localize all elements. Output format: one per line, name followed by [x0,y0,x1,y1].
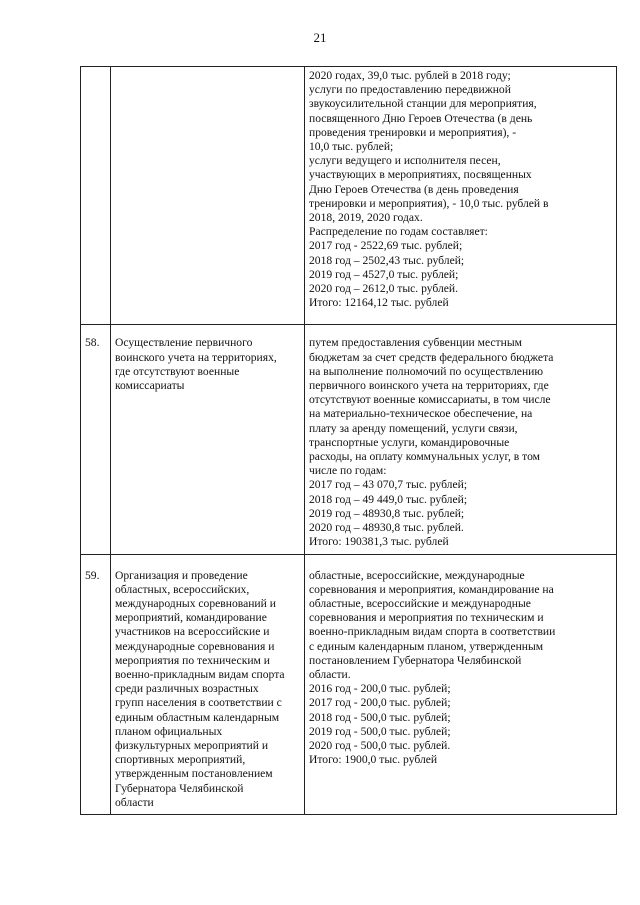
text-line: международных соревнований и [115,596,276,610]
text-line: 2017 год - 2522,69 тыс. рублей; [309,239,463,253]
text-line: постановлением Губернатора Челябинской [309,653,522,667]
row-description [309,69,612,310]
page-number: 21 [313,30,327,45]
row-name [115,336,300,393]
text-line: 2018 год - 500,0 тыс. рублей; [309,710,451,724]
text-line: с единым календарным планом, утвержденным [309,639,544,653]
row-number-cell [81,67,111,325]
text-line: Итого: 190381,3 тыс. рублей [309,535,449,549]
text-line: транспортные услуги, командировочные [309,435,510,449]
text-line: 2017 год – 43 070,7 тыс. рублей; [309,478,468,492]
table-row [81,67,617,325]
text-line: соревнования и мероприятия, командирование на [309,582,554,596]
row-name-cell [111,554,305,814]
row-name [115,569,300,810]
row-description [309,569,612,768]
row-description-cell [305,67,617,325]
text-line: Итого: 12164,12 тыс. рублей [309,296,449,310]
row-number-cell [81,325,111,554]
text-line: военно-прикладным видам спорта в соответствии [309,625,556,639]
text-line: планом официальных [115,724,223,738]
text-line: 2020 год – 48930,8 тыс. рублей. [309,521,464,535]
text-line: международные соревнования и [115,639,275,653]
text-line: 2017 год - 200,0 тыс. рублей; [309,696,451,710]
text-line: 2019 год – 4527,0 тыс. рублей; [309,267,459,281]
text-line: на выполнение полномочий по осуществлению [309,364,544,378]
text-line: мероприятий, командирование [115,611,267,625]
text-line: Дню Героев Отечества (в день проведения [309,182,519,196]
text-line: посвященного Дню Героев Отечества (в день [309,111,533,125]
text-line: тренировки и мероприятия), - 10,0 тыс. рублей в [309,196,549,210]
text-line: 2020 годах, 39,0 тыс. рублей в 2018 году; [309,69,511,82]
text-line: Осуществление первичного [115,336,253,350]
text-line: Итого: 1900,0 тыс. рублей [309,753,438,767]
text-line: 2016 год - 200,0 тыс. рублей; [309,682,451,696]
row-description-cell [305,554,617,814]
text-line: звукоусилительной станции для мероприятия, [309,97,537,111]
text-line: расходы, на оплату коммунальных услуг, в том [309,450,541,464]
table-row [81,554,617,814]
text-line: Губернатора Челябинской [115,781,244,795]
text-line: проведения тренировки и мероприятия), - [309,125,517,139]
text-line: области. [309,667,351,681]
row-number-cell [81,554,111,814]
row-description [309,336,612,549]
text-line: участвующих в мероприятиях, посвященных [309,168,532,182]
text-line: участников на всероссийские и [115,625,270,639]
text-line: физкультурных мероприятий и [115,738,269,752]
text-line: где отсутствуют военные [115,364,240,378]
text-line: 2019 год - 500,0 тыс. рублей; [309,724,451,738]
text-line: бюджетам за счет средств федерального бюджета [309,350,554,364]
text-line: групп населения в соответствии с [115,696,282,710]
row-name-cell [111,67,305,325]
text-line: 2018, 2019, 2020 годах. [309,211,423,225]
text-line: первичного воинского учета на территориях, где [309,379,549,393]
text-line: на материально-техническое обеспечение, на [309,407,533,421]
text-line: областные, всероссийские, международные [309,568,525,582]
text-line: числе по годам: [309,464,387,478]
text-line: областные, всероссийские и международные [309,596,531,610]
row-number: 58. [85,336,100,350]
text-line: мероприятия по техническим и [115,653,270,667]
text-line: Распределение по годам составляет: [309,225,488,239]
text-line: 10,0 тыс. рублей; [309,140,394,154]
text-line: услуги ведущего и исполнителя песен, [309,154,501,168]
text-line: 2020 год - 500,0 тыс. рублей. [309,738,451,752]
text-line: областных, всероссийских, [115,582,250,596]
text-line: 2018 год – 49 449,0 тыс. рублей; [309,492,468,506]
text-line: среди различных возрастных [115,682,259,696]
text-line: отсутствуют военные комиссариаты, в том числе [309,393,551,407]
text-line: комиссариаты [115,379,185,393]
text-line: военно-прикладным видам спорта [115,667,285,681]
text-line: утвержденным постановлением [115,767,273,781]
text-line: путем предоставления субвенции местным [309,336,522,350]
text-line: 2019 год – 48930,8 тыс. рублей; [309,506,465,520]
text-line: воинского учета на территориях, [115,350,277,364]
row-name-cell [111,325,305,554]
program-table [80,66,617,815]
row-number: 59. [85,568,100,582]
text-line: плату за аренду помещений, услуги связи, [309,421,518,435]
table-row [81,325,617,554]
text-line: спортивных мероприятий, [115,753,246,767]
text-line: области [115,795,154,809]
row-description-cell [305,325,617,554]
text-line: 2018 год – 2502,43 тыс. рублей; [309,253,465,267]
text-line: услуги по предоставлению передвижной [309,83,511,97]
text-line: Организация и проведение [115,568,248,582]
text-line: единым областным календарным [115,710,280,724]
text-line: соревнования и мероприятия по техническим и [309,611,544,625]
text-line: 2020 год – 2612,0 тыс. рублей. [309,282,459,296]
